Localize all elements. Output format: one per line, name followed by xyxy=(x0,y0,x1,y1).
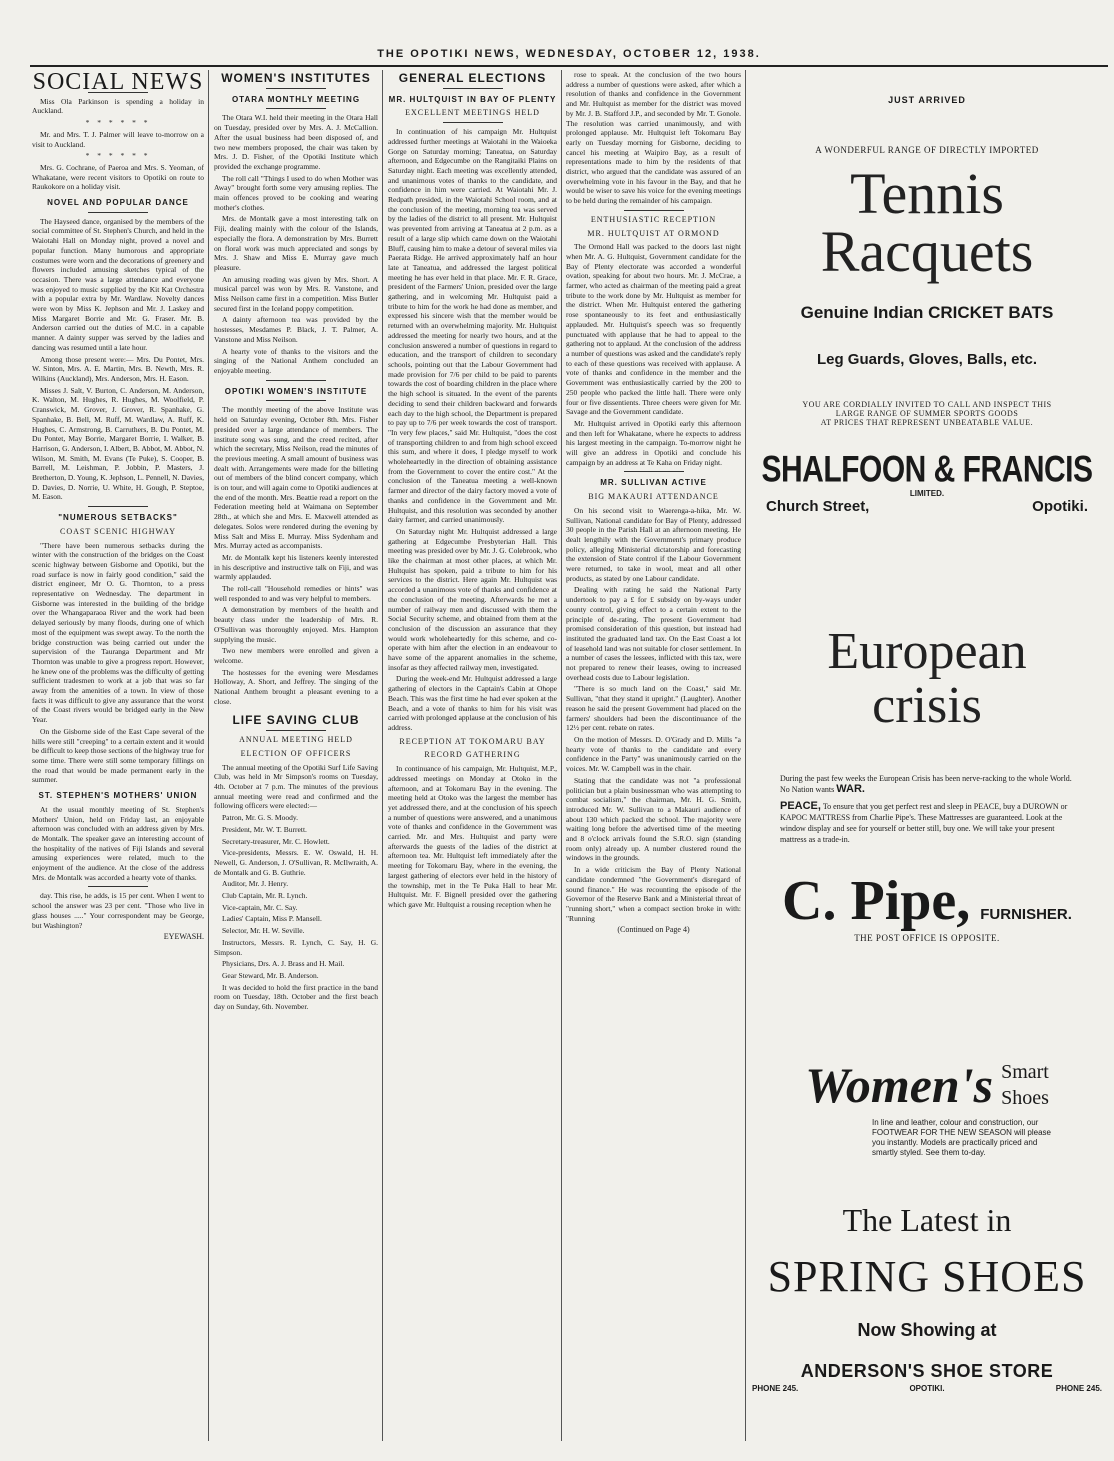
paragraph: A dainty afternoon tea was provided by the hostesses, Mesdames P. Black, J. T. Palmer, A. Vanstone and Miss Neilson. xyxy=(214,315,378,344)
paragraph: Stating that the candidate was not "a professional politician but a plain businessman who was attempting to combat socialism," the chairman, Mr. H. G. Smith, introduced Mr. W. Sullivan to a Makauri audience of about 130 which packed the school. The majority were waiting long before the advertised time of the meeting and 8 o'clock arrivals found the S.R.O. sign (standing room only) already up. A number clustered round the windows in the grounds. xyxy=(566,775,741,863)
paragraph: It was decided to hold the first practice in the band room on Tuesday, 18th. October and the first beach day on Sunday, 6th. November. xyxy=(214,982,378,1012)
ad-line: Genuine Indian CRICKET BATS xyxy=(800,303,1054,322)
paragraph: Vice-captain, Mr. C. Say. xyxy=(222,902,298,912)
paragraph: Mrs. de Montalk gave a most interesting talk on Fiji, dealing mainly with the colour of the Islands, especially the flora. A demonstration by Mrs. Burrett on floral work was much appreciated and songs by Mrs. J. Shaw and Miss E. Murray gave much pleasure. xyxy=(214,214,378,272)
column-rule xyxy=(745,70,746,1441)
ad-line: YOU ARE CORDIALLY INVITED TO CALL AND INSPECT THIS xyxy=(802,400,1052,409)
column-general-elections xyxy=(388,70,557,1451)
headline: MR. HULTQUIST IN BAY OF PLENTY xyxy=(388,94,557,104)
ad-line: A WONDERFUL RANGE OF DIRECTLY IMPORTED xyxy=(815,145,1039,155)
ad-body xyxy=(780,773,1074,795)
ad-line: Shoes xyxy=(1001,1087,1049,1109)
stars-divider: * * * * * * xyxy=(85,118,151,128)
ad-line: LIMITED. xyxy=(909,489,945,498)
paragraph: Vice-presidents, Messrs. E. W. Oswald, H. H. Newell, G. Anderson, J. O'Sullivan, R. McIlwraith, A. de Montalk and G. B. Guthrie. xyxy=(214,848,378,877)
masthead-rule xyxy=(30,65,1108,67)
headline: MR. SULLIVAN ACTIVE xyxy=(600,478,707,488)
paragraph: "There have been numerous setbacks during the winter with the construction of the bridges on the Coast scenic highway between Gisborne and Opotiki, but the road surface is now in fairly good condition," said the district engineer, Mr O. G. Thornton, to a press representative on Wednesday. The department in Gisborne was interested in the building of the bridge over the Whangaparaoa River and the work had been delayed seriously by many floods, during one of which most of the equipment was swept away. To the north the bridge construction was being carried out under the supervision of the Tauranga Department and Mr Thornton was unable to give a progress report. However, he knew one of the problems was the difficulty of getting sufficient tradesmen to work at a job that was so far away from the amenities of a town. In view of those facts it was difficult to give any assurance that the worst of the Coast rivers would be bridged early in the New Year. xyxy=(32,540,204,725)
ad-line: FURNISHER. xyxy=(980,906,1072,923)
ad-street: Church Street, xyxy=(766,498,870,515)
ad-text: During the past few weeks the European Crisis has been nerve-racking to the whole World. No Nation wants xyxy=(780,774,1072,794)
paragraph: A hearty vote of thanks to the visitors and the singing of the National Anthem concluded an enjoyable meeting. xyxy=(214,346,378,375)
column-rule xyxy=(382,70,383,1441)
divider xyxy=(624,471,684,472)
paragraph: Mr. Hultquist arrived in Opotiki early this afternoon and then left for Whakatane, where he expects to address his largest meeting in the campaign. To-morrow night he will give an address in Opotiki and conclude his campaign by an address at Te Kaha on Friday night. xyxy=(566,418,741,467)
paragraph: Among those present were:— Mrs. Du Pontet, Mrs. W. Sinton, Mrs. A. E. Martin, Mrs. B. Newth, Mrs. R. Wilkins (Auckland), Mrs. Anderson, Mrs. H. Eason. xyxy=(32,354,204,383)
advertiser-name: SHALFOON & FRANCIS xyxy=(761,448,1093,490)
paragraph: In continuance of his campaign, Mr. Hultquist, M.P., addressed meetings on Monday at Otoko in the afternoon, and at Tokomaru Bay in the evening. The meeting held at Otoko was the largest the member has yet addressed there, and at the conclusion of his speech a number of questions were answered, and a unanimous vote of thanks and confidence in the Government was carried. Mr. and Mrs. Hultquist and party were afterwards the guests of the ladies of the district at afternoon tea. Mr. Hultquist left immediately after the meeting for Tokomaru Bay, where in the evening, the largest gathering of electors ever held in the history of the township, met in the Te Puka Hall to hear Mr. Hultquist. Mr. F. Bignell presided over the gathering which gave Mr. Hultquist a rousing reception when he xyxy=(388,764,557,909)
ad-footer xyxy=(752,1384,1102,1393)
paragraph: Club Captain, Mr. R. Lynch. xyxy=(222,891,308,901)
paragraph: In continuation of his campaign Mr. Hultquist addressed further meetings at Waiotahi in the Waioeka Gorge on Saturday morning; Taneatua, on Saturday afternoon, and Edgecumbe on the Rangitaiki Plains on Saturday night. Each meeting was excellently attended, and unanimous votes of thanks to the candidate, and confidence in him were carried. At Waiotahi Mr. J. Redpath presided, in the Waiotahi School room, and at the conclusion of the meeting, morning tea was served by the ladies of the district to all present. Mr. Hultquist was prevented from arriving at Taneatua at 2 p.m. as a result of a large slip which came down on the Waiotahi Bluff, causing him to make a detour of several miles via Paerata Ridge. He arrived approximately half an hour late at Taneatua, and addressed the largest political meeting he has ever held in that place. Mr. F. R. Grace, president of the Farmers' Union, presided over the large gathering, and in welcoming Mr. Hultquist paid a tribute to him for the work he had done as member, and expressed his sincere wish that the member would be returned with an overwhelming majority. Mr. Hultquist addressed the meeting for nearly two hours, and at the conclusion answered a number of questions in regard to education, and the transport of children to secondary schools, pointing out that the Labour Government had made provision for 7/6 per child to be paid to parents towards the cost of boarding children in the place where the high school is situated. In the event of the parents deciding to send their children backward and forwards each day to the high school, the Department is prepared to pay up to 7/6 per week towards the cost of transport. "In very few places," said Mr. Hultquist, "does the cost of transporting children to and from high school exceed this sum, and where it does, I pledge myself to work wholeheartedly in the direction of obtaining assistance from the Government to cover the entire cost." At the conclusion of the Taneatua meeting a well-known farmer and director of the dairy factory moved a vote of thanks and confidence in the Government and Mr. Hultquist, and this resolution was seconded by another dairy farmer, and carried unanimously. xyxy=(388,127,557,525)
paragraph: Gear Steward, Mr. B. Anderson. xyxy=(222,970,319,980)
ad-headline: European xyxy=(827,623,1027,680)
paragraph: On Saturday night Mr. Hultquist addressed a large gathering at Edgecumbe Presbyterian Hall. This meeting was presided over by Mr. J. G. Colebrook, who like the chairman at most other places, at which Mr. Hultquist has spoken, paid a tribute to him for his services to the district. Here again Mr. Hultquist was accorded a unanimous vote of thanks and confidence at the conclusion of the meeting. Afterwards he met a number of railway men and discussed with them the Social Security scheme, and obtained from them at the conclusion of the discussion an assurance that they would work wholeheartedly for this scheme, and co-operate with him after the election in an endeavour to have some of the apparent anomalies in the scheme, insofar as they affected railway men, investigated. xyxy=(388,526,557,672)
ad-lockup xyxy=(1001,1059,1049,1111)
subheadline: COAST SCENIC HIGHWAY xyxy=(59,526,176,536)
paragraph: rose to speak. At the conclusion of the two hours address a number of questions were asked, after which a resolution of thanks and confidence in the Government and Mr. Hultquist as member for the district was moved by Mr. J. B. Stafford J.P., and seconded by Mr. T. Gonole. The resolution was carried unanimously, and with prolonged applause. Mr. Hultquist left Tokomaru Bay early on Tuesday morning for Gisborne, deciding to cancel his meeting at Waipiro Bay, as a result of representations made to him by the residents of that district, who argued that the candidate was assured of an overwhelming vote in his favour in the Bay, and that he would be wiser to save his voice for the evening meetings to be held during the remainder of his campaign. xyxy=(566,70,741,206)
ad-shoes xyxy=(752,1050,1102,1393)
subheadline: BIG MAKAURI ATTENDANCE xyxy=(588,492,719,502)
ad-brand xyxy=(752,869,1102,933)
section-title: GENERAL ELECTIONS xyxy=(398,71,547,85)
paragraph: Secretary-treasurer, Mr. C. Howlett. xyxy=(222,836,330,846)
ad-headline: crisis xyxy=(872,677,982,734)
paragraph: During the week-end Mr. Hultquist addressed a large gathering of electors in the Captain's Cabin at Ohope Beach. This was the first time he had ever spoken at the Beach, and a vote of thanks to him for his visit was carried with prolonged applause at the conclusion of his address. xyxy=(388,674,557,732)
section-title: WOMEN'S INSTITUTES xyxy=(221,71,371,85)
paragraph: The Hayseed dance, organised by the members of the social committee of St. Stephen's Church, and held in the Waiotahi Hall on Monday night, proved a novel and popular function. Many humorous and appropriate costumes were worn and the decorations of greenery and flowers included amusing sketches typical of the occasion. There was a large attendance and everyone was enjoyed to music supplied by the Kit Kat Orchestra with a popular extra by Mr. Wardlaw. Novelty dances were won by Miss K. Jephson and Mr. J. Laskey and Miss Margaret Borrie and Mr. G. Fraser. Mr. B. Anderson carried out the duties of M.C. in a capable manner. A dainty supper was served by the ladies and dancing was resumed until a late hour. xyxy=(32,216,204,352)
divider xyxy=(266,108,326,109)
column-social-news xyxy=(32,70,204,1451)
paragraph: Instructors, Messrs. R. Lynch, C. Say, H. G. Simpson. xyxy=(214,937,378,957)
ad-phone: PHONE 245. xyxy=(752,1384,799,1393)
masthead: THE OPOTIKI NEWS, WEDNESDAY, OCTOBER 12, 1938. xyxy=(377,48,761,60)
subheadline: MR. HULTQUIST AT ORMOND xyxy=(587,228,720,238)
headline: OPOTIKI WOMEN'S INSTITUTE xyxy=(224,386,368,396)
ad-line: LARGE RANGE OF SUMMER SPORTS GOODS xyxy=(835,409,1019,418)
ad-headline: The Latest in xyxy=(842,1202,1012,1238)
section-title: SOCIAL NEWS xyxy=(32,70,204,95)
ad-brand xyxy=(752,1056,1102,1114)
paragraph: "There is so much land on the Coast," said Mr. Sullivan, "that they stand it upright." (Laughter). Another reason he said the present Government had placed on the farmers' shoulders had been the discontinuance of the 12½ per cent. rebate on rates. xyxy=(566,684,741,733)
advertiser-name: C. Pipe, xyxy=(782,870,971,932)
ad-headline: Racquets xyxy=(820,219,1034,284)
paragraph: On his second visit to Waerenga-a-hika, Mr. W. Sullivan, National candidate for Bay of Plenty, addressed 30 people in the Parish Hall at an afternoon meeting. He dealt lengthily with the Government's primary produce policy, alleging Ministerial dictatorship and forecasting the extension of State control if the Labour Government were returned, to take in wool, meat and all other products, as stated by one Labour candidate. xyxy=(566,505,741,583)
paragraph: Auditor, Mr. J. Henry. xyxy=(222,879,289,889)
divider xyxy=(266,380,326,381)
divider xyxy=(266,400,326,401)
ad-headline: Women's xyxy=(805,1057,994,1113)
paragraph: Miss Ola Parkinson is spending a holiday in Auckland. xyxy=(32,96,204,116)
ad-emphasis: WAR. xyxy=(836,783,865,795)
ad-address xyxy=(752,498,1102,515)
paragraph: On the motion of Messrs. D. O'Grady and D. Mills "a hearty vote of thanks to the candidate and every confidence in the Party" was unanimously carried on the voices. Mr. W. Campbell was in the chair. xyxy=(566,735,741,774)
ad-town: Opotiki. xyxy=(1032,498,1088,515)
paragraph: President, Mr. W. T. Burrett. xyxy=(222,824,307,834)
ad-line: THE POST OFFICE IS OPPOSITE. xyxy=(854,933,1000,943)
paragraph: At the usual monthly meeting of St. Stephen's Mothers' Union, held on Friday last, an enjoyable afternoon was concluded with an address given by Mrs. de Montalk. The speaker gave an interesting account of the hospitality of the natives of Fiji Islands and several amusing experiences were related, much to the enjoyment of the audience. At the close of the address Mrs. de Montalk was accorded a hearty vote of thanks. xyxy=(32,804,204,882)
ad-line: AT PRICES THAT REPRESENT UNBEATABLE VALUE. xyxy=(820,418,1034,427)
paragraph: Patron, Mr. G. S. Moody. xyxy=(222,813,298,823)
paragraph: The roll-call "Household remedies or hints" was well responded to and was very helpful to members. xyxy=(214,584,378,603)
paragraph: Ladies' Captain, Miss P. Mansell. xyxy=(222,914,322,924)
divider xyxy=(443,88,503,89)
paragraph: The Otara W.I. held their meeting in the Otara Hall on Tuesday, presided over by Mrs. A. J. McCallion. After the usual business had been disposed of, and two new members proposed, the chair was taken by Mrs. J. D. Fisher, of the Opotiki Institute which provided the exchange programme. xyxy=(214,113,378,171)
paragraph: The annual meeting of the Opotiki Surf Life Saving Club, was held in Mr Simpson's rooms on Tuesday, 4th. October at 7 p.m. The minutes of the previous annual meeting were read and confirmed and the following officers were elected:— xyxy=(214,762,378,811)
paragraph: A demonstration by members of the health and beauty class under the leadership of Mrs. R. O'Sullivan was thoroughly enjoyed. Mrs. Hampton supplying the music. xyxy=(214,605,378,644)
headline: NOVEL AND POPULAR DANCE xyxy=(47,198,189,208)
headline: "NUMEROUS SETBACKS" xyxy=(58,513,178,523)
headline: OTARA MONTHLY MEETING xyxy=(231,94,361,104)
paragraph: On the Gisborne side of the East Cape several of the hills were still "creeping" to a certain extent and it would be difficult to keep those sections of the highway true for some time. There were still some temporary fillings on the road that would be made permanent early in the summer. xyxy=(32,726,204,785)
divider xyxy=(88,506,148,507)
divider xyxy=(443,122,503,123)
divider xyxy=(624,210,684,211)
paragraph: day. This rise, he adds, is 15 per cent. When I went to school the answer was 23 per cent. "Those who live in glass houses ....." Your correspondent may be George, but Washington? xyxy=(32,891,204,930)
stars-divider: * * * * * * xyxy=(85,151,151,161)
section-title: LIFE SAVING CLUB xyxy=(232,713,360,728)
divider xyxy=(88,886,148,887)
paragraph: Two new members were enrolled and given a welcome. xyxy=(214,646,378,665)
ad-headline: Tennis xyxy=(850,161,1004,226)
paragraph: Physicians, Drs. A. J. Brass and H. Mail. xyxy=(222,959,345,969)
continued-note: (Continued on Page 4) xyxy=(617,925,690,935)
ad-mattresses xyxy=(752,625,1102,943)
ad-text: To ensure that you get perfect rest and sleep in PEACE, buy a DUROWN or KAPOC MATTRESS from Charlie Pipe's. These Mattresses are guaranteed. Look at the window display and see for yourself or better still, buy one. We will take your present mattress as a trade-in. xyxy=(780,802,1068,844)
subheadline: ELECTION OF OFFICERS xyxy=(240,748,352,758)
column-elections-continued xyxy=(566,70,741,1451)
paragraph: The roll call "Things I used to do when Mother was Away" brought forth some very amusing replies. The main offences proved to be cooking and wearing mother's clothes. xyxy=(214,173,378,212)
paragraph: Misses J. Salt, V. Burton, C. Anderson, M. Anderson, K. Walton, M. Hughes, R. Hughes, M. Woolfield, P. Cranswick, M. Grover, J. Grover, R. Spanhake, G. Spanhake, B. Bell, M. Ruff, M. Wardlaw, A. Ruff, K. Hughes, C. Armstrong, B. Carruthers, B. Du Pontet, M. Du Pontet, May Borrie, Margaret Borrie, I. Walker, B. Harrison, G. Anderson, I. Albert, B. Abbot, M. Abbot, N. Wilson, M. Smith, M. Evans (Te Puke), S. Cooper, B. Barrell, M. Leishman, P. Jobbin, P. Masters, J. Bretherton, D. Young, K. Jephson, L. Pennell, N. Davies, D. Davies, D. Norrie, U. White, H. Gough, P. Steptoe, M. Eason. xyxy=(32,385,204,502)
divider xyxy=(266,88,326,89)
paragraph: The hostesses for the evening were Mesdames Holloway, A. Short, and Jeffrey. The singing of the National Anthem brought a pleasant evening to a close. xyxy=(214,667,378,706)
headline: ENTHUSIASTIC RECEPTION xyxy=(590,214,717,224)
column-rule xyxy=(561,70,562,1441)
paragraph: Dealing with rating he said the National Party undertook to pay a £ for £ subsidy on by-ways under county control, giving effect to a certain extent to the principle of de-rating. The present Government had promised consideration of this question, but instead had instituted the graduated land tax. On the East Coast a lot of leasehold land was not suitable for closer settlement. In a number of cases the lessees, inflicted with this tax, were not prepared to renew their leases, owing to increased overhead costs due to Labour legislation. xyxy=(566,585,741,682)
ad-sports-goods xyxy=(752,95,1102,515)
ad-line: Smart xyxy=(1001,1061,1049,1083)
ad-kicker: JUST ARRIVED xyxy=(888,95,966,105)
ad-emphasis: PEACE, xyxy=(780,800,821,812)
advertiser-name: ANDERSON'S SHOE STORE xyxy=(800,1361,1054,1381)
ad-town: OPOTIKI. xyxy=(909,1384,945,1393)
headline: ANNUAL MEETING HELD xyxy=(239,735,353,745)
ad-line: Now Showing at xyxy=(857,1320,997,1340)
paragraph: The monthly meeting of the above Institute was held on Saturday evening, October 8th. Mrs. Fisher presided over a large attendance of members. The institute song was sung, and the creed recited, after which the secretary, Miss Neilson, read the minutes of the previous meeting. A small amount of business was dealt with. Arrangements were made for the billeting out of members of the blind concert company, which is on tour, and will again come to Opotiki audiences at the end of the month. Mrs. Beattie read a report on the Federation meeting held at Waimana on September 28th., at which she and Mrs. E. Maxwell attended as delegates. Solos were rendered during the evening by Miss Salt and Miss E. Murray. Miss Sydenham and Mrs. Murray acted as accompanists. xyxy=(214,405,378,551)
headline: ST. STEPHEN'S MOTHERS' UNION xyxy=(38,791,198,801)
ad-line: Leg Guards, Gloves, Balls, etc. xyxy=(816,351,1038,368)
divider xyxy=(88,212,148,213)
paragraph: Mr. and Mrs. T. J. Palmer will leave to-morrow on a visit to Auckland. xyxy=(32,129,204,149)
column-womens-institutes xyxy=(214,70,378,1451)
ad-phone: PHONE 245. xyxy=(1055,1384,1102,1393)
column-rule xyxy=(208,70,209,1441)
headline: RECEPTION AT TOKOMARU BAY xyxy=(399,736,546,746)
subheadline: EXCELLENT MEETINGS HELD xyxy=(405,108,540,118)
paragraph: Mr. de Montalk kept his listeners keenly interested in his descriptive and instructive talk on Fiji, and was warmly applauded. xyxy=(214,552,378,582)
paragraph: In a wide criticism the Bay of Plenty National candidate condemned "the Government's disregard of sound finance." He was recounting the episode of the Governor of the Reserve Bank and a Ministerial threat of "running short," when a compact section broke in with: "Running xyxy=(566,865,741,923)
paragraph: Selector, Mr. H. W. Seville. xyxy=(222,926,305,936)
ad-headline: SPRING SHOES xyxy=(767,1252,1087,1301)
paragraph: The Ormond Hall was packed to the doors last night when Mr. A. G. Hultquist, Government candidate for the Bay of Plenty electorate was accorded a wonderful ovation, speaking for about two hours. Mr. J. McCrae, a farmer, who acted as chairman of the meeting paid a great tribute to the work done by Mr. Hultquist as member for the district. When Mr. Hultquist entered the gathering rose spontaneously to its feet and enthusiastically applauded. Mr. Hultquist's speech was so frequently punctuated with applause that he had to appeal to the gathering not to applaud. At the conclusion of the address a number of questions was asked and the candidate's reply to each of these questions was received with applause. A vote of thanks and confidence in the member and the Government was enthusiastically carried by the 200 to 250 people who packed the little hall. There were only four or five dissentients. Three cheers were given for Mr. Savage and the Government candidate. xyxy=(566,242,741,417)
signature: EYEWASH. xyxy=(163,932,204,942)
subheadline: RECORD GATHERING xyxy=(424,750,521,760)
paragraph: Mrs. G. Cochrane, of Paeroa and Mrs. S. Yeoman, of Whakatane, were recent visitors to Opotiki on route to Raukokore on a holiday visit. xyxy=(32,162,204,192)
paragraph: An amusing reading was given by Mrs. Short. A musical parcel was won by Mrs. R. Vanstone, and Miss Neilson came first in a competition. Miss Butler secured first in the Iceland poppy competition. xyxy=(214,274,378,313)
ad-body: In line and leather, colour and construction, our FOOTWEAR FOR THE NEW SEASON will please you instantly. Models are practically priced and smartly styled. See them to-day. xyxy=(872,1118,1051,1157)
divider xyxy=(266,730,326,731)
ad-body xyxy=(780,801,1074,845)
